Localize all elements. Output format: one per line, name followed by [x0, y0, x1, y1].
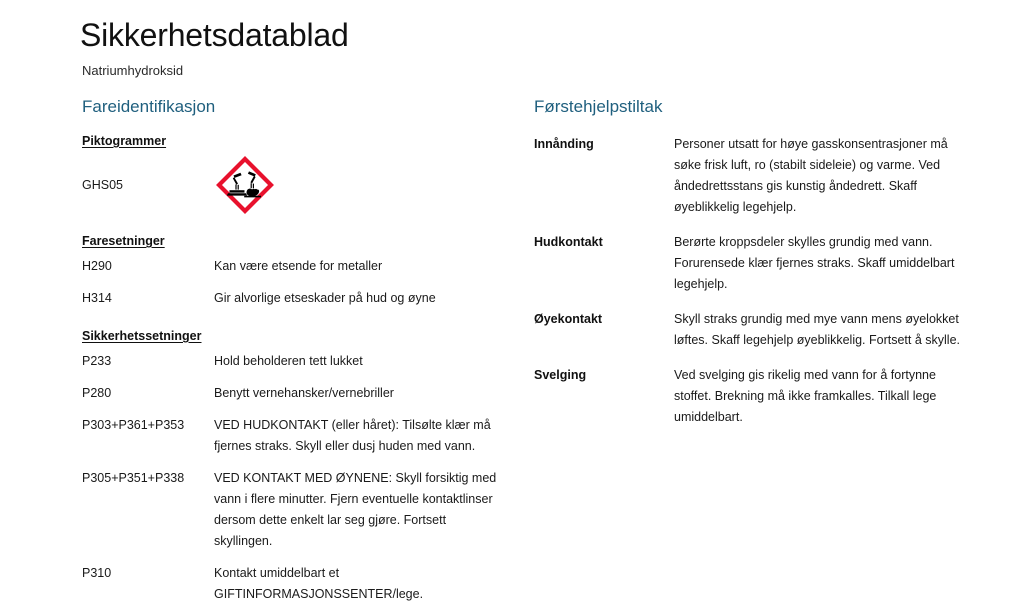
precautionary-statement-row — [82, 563, 532, 605]
pictogram-code: GHS05 — [82, 178, 123, 192]
hazard-identification-section — [80, 96, 532, 605]
first-aid-text: Ved svelging gis rikelig med vann for å fortynne stoffet. Brekning må ikke framkalles. Tilkall lege umiddelbart. — [674, 368, 937, 424]
precautionary-statement-text: VED HUDKONTAKT (eller håret): Tilsølte klær må fjernes straks. Skyll eller dusj huden med vann. — [214, 418, 491, 453]
hazard-statement-code: H290 — [82, 259, 112, 273]
subheading-hazard-statements: Faresetninger — [82, 234, 165, 248]
precautionary-statements-list — [80, 351, 532, 605]
precautionary-statement-text: Hold beholderen tett lukket — [214, 354, 363, 368]
ghs05-corrosion-pictogram-icon — [216, 156, 274, 214]
first-aid-list — [532, 134, 984, 428]
first-aid-label: Øyekontakt — [534, 312, 603, 326]
first-aid-label: Innånding — [534, 137, 594, 151]
section-heading-hazard-identification: Fareidentifikasjon — [82, 97, 216, 116]
page-title: Sikkerhetsdatablad — [80, 17, 349, 53]
precautionary-statement-code: P280 — [82, 386, 112, 400]
precautionary-statement-row — [82, 351, 532, 372]
first-aid-label: Hudkontakt — [534, 235, 603, 249]
first-aid-row — [534, 309, 984, 351]
precautionary-statement-text: Kontakt umiddelbart et GIFTINFORMASJONSSENTER/lege. — [214, 566, 424, 601]
subheading-precautionary-statements: Sikkerhetssetninger — [82, 329, 202, 343]
precautionary-statement-text: Benytt vernehansker/vernebriller — [214, 386, 394, 400]
precautionary-statement-code: P233 — [82, 354, 112, 368]
first-aid-text: Personer utsatt for høye gasskonsentrasjoner må søke frisk luft, ro (stabilt sideleie) og varme. Ved åndedrettsstans gis kunstig åndedrett. Skaff øyeblikkelig legehjelp. — [674, 137, 948, 214]
precautionary-statement-row — [82, 383, 532, 404]
hazard-statements-list — [80, 256, 532, 309]
subheading-pictograms: Piktogrammer — [82, 134, 167, 148]
hazard-statement-text: Kan være etsende for metaller — [214, 259, 383, 273]
first-aid-section — [532, 96, 984, 428]
precautionary-statement-row — [82, 468, 532, 552]
first-aid-text: Skyll straks grundig med mye vann mens øyelokket løftes. Skaff legehjelp øyeblikkelig. Fortsett å skylle. — [674, 312, 960, 347]
section-heading-first-aid: Førstehjelpstiltak — [534, 97, 663, 116]
hazard-statement-text: Gir alvorlige etseskader på hud og øyne — [214, 291, 436, 305]
first-aid-row — [534, 365, 984, 428]
first-aid-row — [534, 134, 984, 218]
pictogram-row — [82, 156, 532, 214]
precautionary-statement-code: P310 — [82, 566, 112, 580]
content-columns — [80, 96, 984, 605]
first-aid-text: Berørte kroppsdeler skylles grundig med vann. Forurensede klær fjernes straks. Skaff umiddelbart legehjelp. — [674, 235, 955, 291]
substance-name: Natriumhydroksid — [82, 63, 184, 78]
hazard-statement-code: H314 — [82, 291, 112, 305]
precautionary-statement-text: VED KONTAKT MED ØYNENE: Skyll forsiktig med vann i flere minutter. Fjern eventuelle kontaktlinser dersom dette enkelt lar seg gjøre. Fortsett skyllingen. — [214, 471, 497, 548]
hazard-statement-row — [82, 256, 532, 277]
precautionary-statement-code: P303+P361+P353 — [82, 418, 185, 432]
precautionary-statement-code: P305+P351+P338 — [82, 471, 185, 485]
first-aid-row — [534, 232, 984, 295]
precautionary-statement-row — [82, 415, 532, 457]
first-aid-label: Svelging — [534, 368, 587, 382]
hazard-statement-row — [82, 288, 532, 309]
